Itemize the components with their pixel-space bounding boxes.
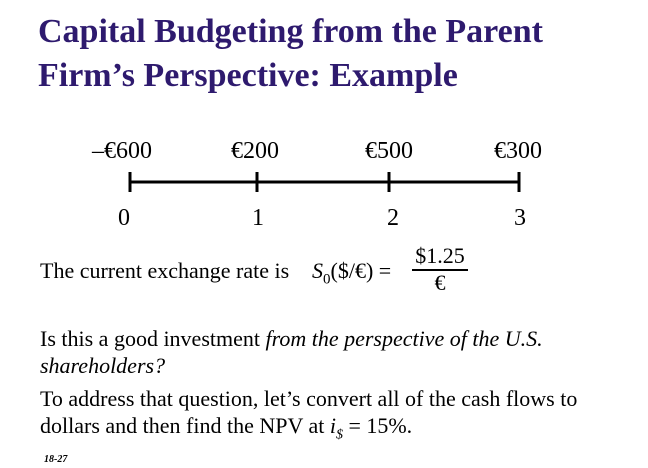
fraction-denominator: € — [434, 270, 446, 295]
slide-title-line-1: Capital Budgeting from the Parent — [38, 13, 543, 50]
approach-text-a: To address that question, let’s convert all of the cash flows to dollars and then find the NPV at — [40, 386, 578, 438]
question-text-b: from the perspective of the U.S. shareholders? — [40, 326, 543, 378]
exchange-rate-symbol — [312, 258, 391, 288]
cash-flow-1: €200 — [231, 138, 279, 164]
cash-flow-3: €300 — [494, 138, 542, 164]
period-3: 3 — [514, 205, 526, 231]
discount-rate-symbol: i — [329, 413, 336, 438]
spot-rate-symbol: S — [312, 258, 323, 283]
exchange-rate-label: The current exchange rate is — [40, 258, 290, 283]
question-text-a: Is this a good investment — [40, 326, 266, 351]
spot-rate-subscript: 0 — [323, 271, 331, 288]
cash-flow-2: €500 — [365, 138, 413, 164]
period-2: 2 — [387, 205, 399, 231]
approach-paragraph — [40, 385, 620, 448]
question-paragraph — [40, 325, 620, 379]
exchange-rate-fraction — [410, 243, 470, 295]
period-1: 1 — [252, 205, 264, 231]
slide-number: 18-27 — [44, 454, 68, 465]
approach-text-b: = 15%. — [342, 413, 413, 438]
fraction-numerator: $1.25 — [415, 243, 465, 268]
slide-title-line-2: Firm’s Perspective: Example — [38, 57, 458, 94]
discount-rate-subscript: $ — [335, 427, 343, 443]
cash-flow-0: –€600 — [92, 138, 152, 164]
spot-rate-units: ($/€) = — [330, 258, 392, 283]
period-0: 0 — [118, 205, 130, 231]
